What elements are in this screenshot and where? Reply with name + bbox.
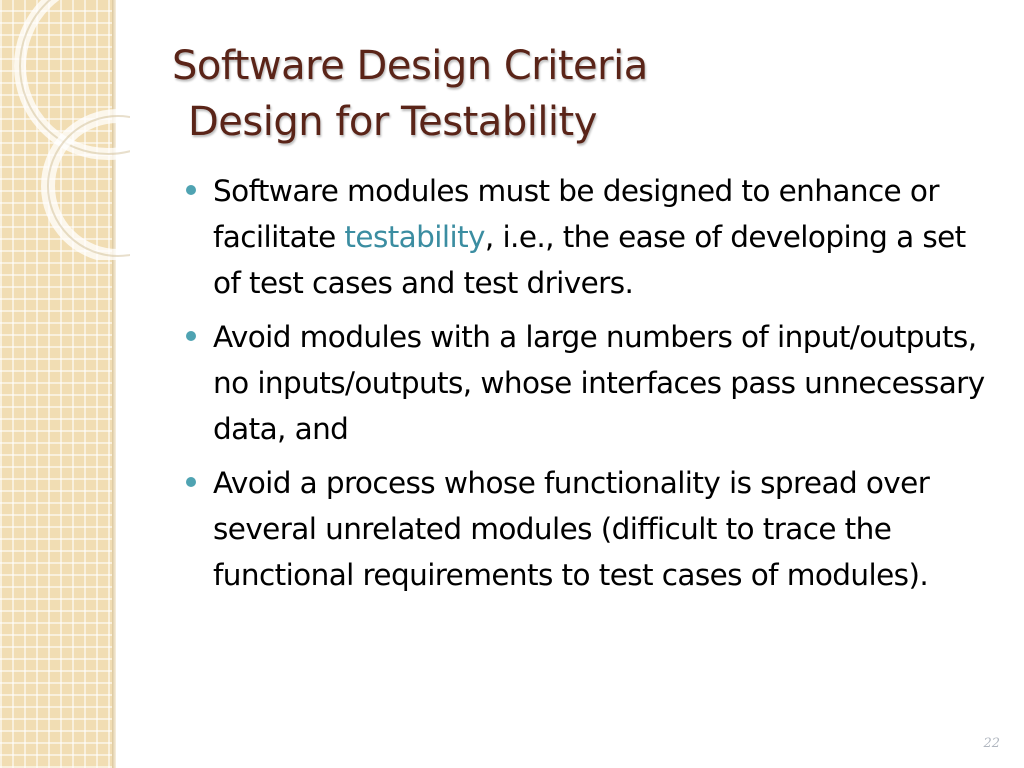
decorative-rings [0,0,130,260]
bullet-2-text: Avoid modules with a large numbers of input/outputs, no inputs/outputs, whose interfaces pass unnecessary data, and [213,320,985,446]
bullet-item-2 [186,314,986,452]
bullet-marker-icon [186,185,196,195]
bullet-marker-icon [186,331,196,341]
bullet-3-text: Avoid a process whose functionality is spread over several unrelated modules (difficult to trace the functional requirements to test cases of modules). [213,466,930,592]
title-line-1: Software Design Criteria [172,43,648,89]
bullet-list [186,168,986,606]
bullet-item-3 [186,460,986,598]
testability-highlight: testability [344,220,485,254]
title-line-2: Design for Testability [188,99,597,145]
page-number: 22 [983,736,1000,751]
bullet-item-1 [186,168,986,306]
slide-title [172,38,648,150]
bullet-marker-icon [186,477,196,487]
bullet-1-text-start: Software modules must be designed to enhance or facilitate [213,174,939,254]
bullet-1-text-end: , i.e., the ease of developing a set of test cases and test drivers. [213,220,966,300]
